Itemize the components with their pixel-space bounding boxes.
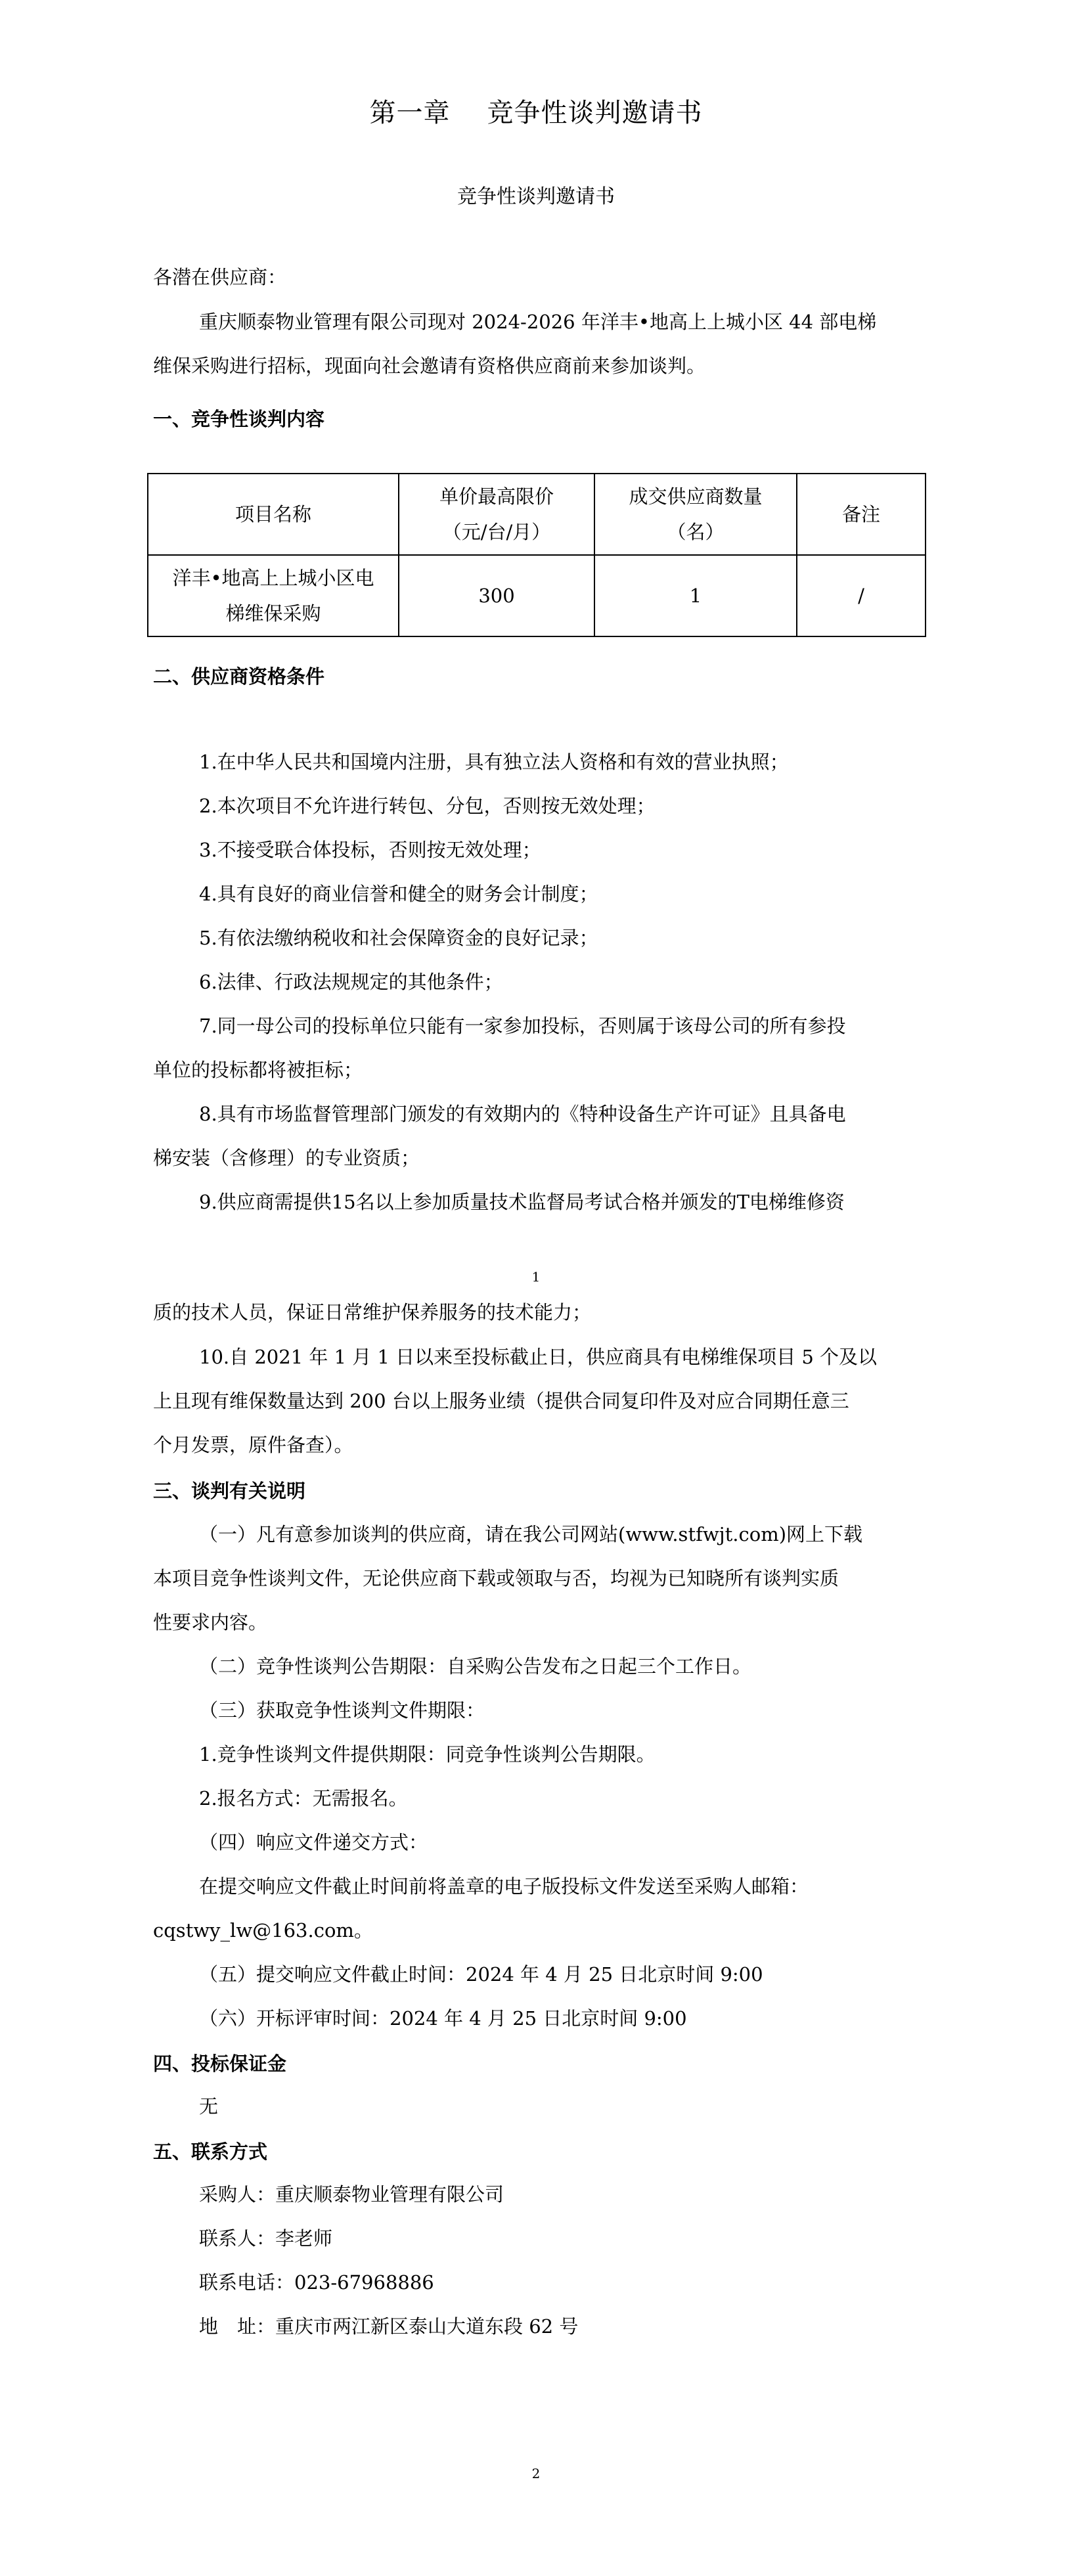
s3-item-6: （六）开标评审时间：2024 年 4 月 25 日北京时间 9:00: [199, 2007, 687, 2030]
section-1-title: 一、竞争性谈判内容: [153, 408, 325, 430]
condition-3: 3.不接受联合体投标，否则按无效处理；: [199, 839, 541, 861]
deposit-value: 无: [199, 2095, 219, 2118]
section-2-title: 二、供应商资格条件: [153, 665, 325, 688]
cell-project-name: 洋丰•地高上上城小区电 梯维保采购: [148, 555, 399, 636]
s3-item-4-line-1: 在提交响应文件截止时间前将盖章的电子版投标文件发送至采购人邮箱：: [199, 1875, 809, 1898]
condition-4: 4.具有良好的商业信誉和健全的财务会计制度；: [199, 883, 598, 905]
chapter-number: 第一章: [369, 98, 451, 128]
s3-item-1-line-2: 本项目竞争性谈判文件，无论供应商下载或领取与否，均视为已知晓所有谈判实质: [153, 1567, 839, 1589]
condition-7-cont: 单位的投标都将被拒标；: [153, 1059, 363, 1081]
header-max-price: 单价最高限价 （元/台/月）: [399, 474, 594, 555]
s3-item-3-sub-1: 1.竞争性谈判文件提供期限：同竞争性谈判公告期限。: [199, 1743, 656, 1765]
cell-remarks: /: [797, 555, 926, 636]
condition-9-line-1: 9.供应商需提供15名以上参加质量技术监督局考试合格并颁发的T电梯维修资: [199, 1191, 845, 1213]
invitation-subtitle: 竞争性谈判邀请书: [457, 185, 615, 208]
condition-8-line-2: 梯安装（含修理）的专业资质；: [153, 1147, 420, 1169]
section-3-title: 三、谈判有关说明: [153, 1480, 306, 1502]
s3-item-3: （三）获取竞争性谈判文件期限：: [199, 1699, 485, 1721]
section-5-title: 五、联系方式: [153, 2141, 268, 2163]
header-supplier-count: 成交供应商数量 （名）: [594, 474, 797, 555]
purchaser: 采购人：重庆顺泰物业管理有限公司: [199, 2183, 504, 2206]
condition-1: 1.在中华人民共和国境内注册，具有独立法人资格和有效的营业执照；: [199, 751, 789, 773]
contact-address: 地 址：重庆市两江新区泰山大道东段 62 号: [199, 2315, 579, 2338]
intro-line-1: 重庆顺泰物业管理有限公司现对 2024-2026 年洋丰•地高上上城小区 44 部电梯: [199, 311, 877, 333]
s3-item-3-sub-2: 2.报名方式：无需报名。: [199, 1787, 408, 1810]
page-number-2: 2: [531, 2466, 541, 2481]
s3-item-1-line-3: 性要求内容。: [153, 1611, 268, 1633]
contact-person: 联系人：李老师: [199, 2227, 333, 2250]
condition-10-line-2: 上且现有维保数量达到 200 台以上服务业绩（提供合同复印件及对应合同期任意三: [153, 1390, 849, 1412]
table-header-row: [148, 474, 926, 555]
cell-supplier-count: 1: [594, 555, 797, 636]
condition-10-line-1: 10.自 2021 年 1 月 1 日以来至投标截止日，供应商具有电梯维保项目 5 个及以: [199, 1346, 878, 1368]
chapter-title: [0, 92, 1072, 129]
cell-max-price: 300: [399, 555, 594, 636]
condition-10-line-3: 个月发票，原件备查）。: [153, 1434, 353, 1456]
chapter-name: 竞争性谈判邀请书: [487, 98, 703, 128]
header-project-name: 项目名称: [148, 474, 399, 555]
condition-5: 5.有依法缴纳税收和社会保障资金的良好记录；: [199, 927, 598, 949]
s3-item-4: （四）响应文件递交方式：: [199, 1831, 428, 1854]
page-1: [0, 0, 1072, 1287]
submission-email: cqstwy_lw@163.com。: [153, 1919, 373, 1942]
condition-8-line-1: 8.具有市场监督管理部门颁发的有效期内的《特种设备生产许可证》且具备电: [199, 1103, 846, 1125]
page-2: [0, 1287, 1072, 2576]
s3-item-2: （二）竞争性谈判公告期限：自采购公告发布之日起三个工作日。: [199, 1655, 752, 1677]
header-remarks: 备注: [797, 474, 926, 555]
greeting: 各潜在供应商：: [153, 266, 287, 288]
procurement-table: [147, 473, 926, 637]
page-number-1: 1: [531, 1269, 541, 1285]
section-4-title: 四、投标保证金: [153, 2053, 287, 2075]
contact-phone: 联系电话：023-67968886: [199, 2271, 434, 2294]
intro-line-2: 维保采购进行招标，现面向社会邀请有资格供应商前来参加谈判。: [153, 355, 706, 377]
table-row: [148, 555, 926, 636]
condition-7: 7.同一母公司的投标单位只能有一家参加投标，否则属于该母公司的所有参投: [199, 1015, 846, 1037]
condition-6: 6.法律、行政法规规定的其他条件；: [199, 971, 503, 993]
condition-9-cont: 质的技术人员，保证日常维护保养服务的技术能力；: [153, 1301, 592, 1323]
s3-item-1-line-1: （一）凡有意参加谈判的供应商，请在我公司网站(www.stfwjt.com)网上下载: [199, 1523, 863, 1545]
s3-item-5: （五）提交响应文件截止时间：2024 年 4 月 25 日北京时间 9:00: [199, 1963, 763, 1986]
condition-2: 2.本次项目不允许进行转包、分包，否则按无效处理；: [199, 795, 656, 817]
